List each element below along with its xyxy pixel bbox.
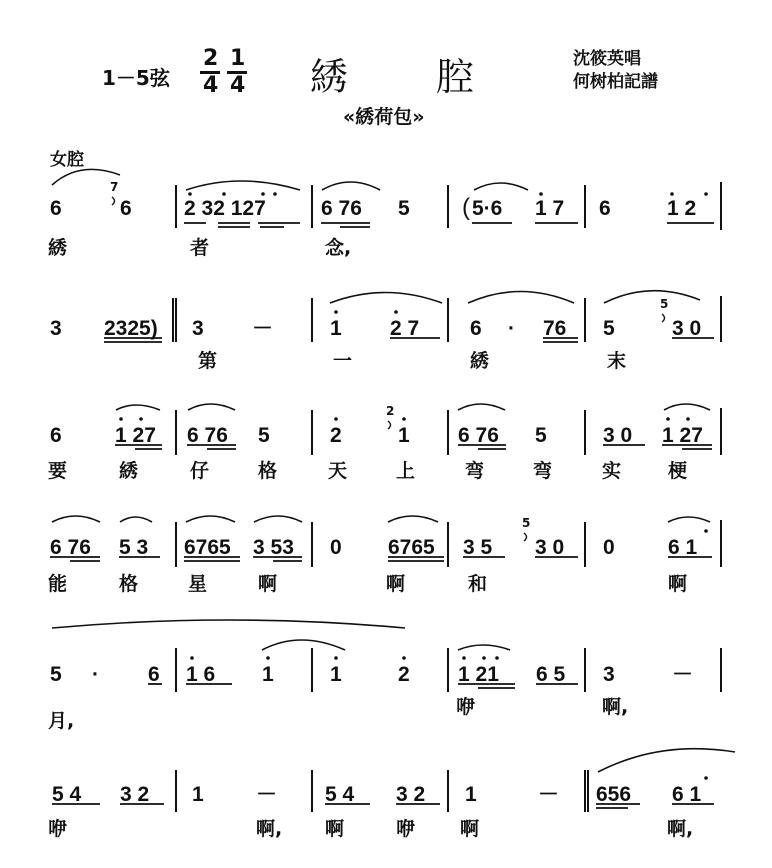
lyric: 弯	[533, 460, 553, 482]
lyric: 天	[328, 460, 348, 482]
note-group: 6 76	[458, 424, 499, 447]
note: 2	[398, 663, 410, 686]
lyric: 念,	[325, 237, 352, 259]
note: 1	[192, 783, 204, 806]
grace-note: 5	[522, 516, 531, 530]
note-group: 2 32 127	[184, 197, 266, 220]
lyric: 要	[48, 460, 68, 482]
meter-numerator-1: 2	[203, 46, 219, 71]
lyric: 綉	[119, 460, 139, 482]
grace-note: 5	[660, 297, 669, 311]
lyric: 格	[258, 460, 278, 482]
meter-numerator-2: 1	[230, 46, 246, 71]
singer-credit: 沈筱英唱	[573, 49, 641, 69]
note-group: 1 7	[535, 197, 565, 220]
note-group: 6 76	[321, 197, 362, 220]
page-title: 綉 腔	[310, 55, 479, 99]
note-group: 3 0	[603, 424, 633, 447]
note: 1	[330, 663, 342, 686]
slurs	[52, 169, 735, 772]
note-group: 5 4	[52, 783, 82, 806]
grace-note: 2	[386, 404, 395, 418]
lyric: 啊	[668, 573, 688, 595]
dash: －	[252, 317, 273, 340]
note-group: 6 1	[668, 536, 698, 559]
note-group: 6 5	[536, 663, 566, 686]
note-group: 2 7	[390, 317, 420, 340]
note-group: 1 21	[458, 663, 499, 686]
grace-note: 7	[110, 180, 119, 194]
lyric: 啊,	[602, 696, 629, 718]
lyric: 一	[333, 350, 353, 372]
note-group: 5·6	[472, 197, 503, 220]
note: 0	[330, 536, 342, 559]
note-group: 1 27	[115, 424, 156, 447]
lyric: 者	[190, 237, 210, 259]
underlines	[50, 223, 714, 808]
meter-denominator-1: 4	[203, 73, 219, 98]
lyric: 末	[607, 350, 627, 372]
note-group: 1 2	[667, 197, 697, 220]
dash: －	[538, 783, 559, 806]
note-group: 6 1	[672, 783, 702, 806]
lyric: 和	[468, 573, 488, 595]
note: 1	[262, 663, 274, 686]
lyric: 第	[198, 350, 218, 372]
note: 5	[535, 424, 547, 447]
note-group: 3 0	[535, 536, 565, 559]
note-group: 656	[596, 783, 632, 806]
note-group: 6765	[184, 536, 231, 559]
note: 5	[398, 197, 410, 220]
lyric: 弯	[465, 460, 485, 482]
lyric: 实	[602, 460, 622, 482]
lyric: 咿	[456, 696, 476, 718]
lyric: 綉	[48, 237, 68, 259]
note-group: 1 27	[662, 424, 703, 447]
note: 3	[192, 317, 204, 340]
note: 6	[120, 197, 132, 220]
lyric: 啊	[460, 818, 480, 840]
note: 2	[330, 424, 342, 447]
lyric: 啊	[386, 573, 406, 595]
note: 5	[603, 317, 615, 340]
lyric: 咿	[396, 818, 416, 840]
barlines	[173, 182, 721, 812]
octave-dots	[119, 192, 708, 780]
note: 5	[258, 424, 270, 447]
note: 1	[398, 424, 410, 447]
lyric: 上	[396, 460, 416, 482]
note: 6	[599, 197, 611, 220]
lyric: 格	[119, 573, 139, 595]
lyric: 仔	[190, 460, 210, 482]
note: 3	[50, 317, 62, 340]
note: 6	[148, 663, 160, 686]
lyric: 啊	[325, 818, 345, 840]
note-group: 3 5	[463, 536, 493, 559]
lyric: 啊	[258, 573, 278, 595]
tuning-label: 1－5弦	[102, 66, 170, 90]
lyric: 星	[188, 573, 208, 595]
dot: ·	[92, 663, 99, 686]
lyric: 能	[48, 573, 68, 595]
dash: －	[672, 663, 693, 686]
note-group: 3 2	[396, 783, 426, 806]
lyric: 月,	[48, 710, 75, 732]
note: 0	[603, 536, 615, 559]
grace-strokes	[112, 194, 665, 541]
note: 6	[50, 424, 62, 447]
note: 3	[603, 663, 615, 686]
note: 5	[50, 663, 62, 686]
note: 6	[50, 197, 62, 220]
note: 1	[465, 783, 477, 806]
repeat-paren-open: (	[462, 194, 470, 221]
voice-label: 女腔	[50, 150, 84, 170]
lyric: 啊,	[667, 818, 694, 840]
note-group: 5 4	[325, 783, 355, 806]
lyric: 啊,	[256, 818, 283, 840]
lyric: 梗	[668, 460, 688, 482]
note-group: 2325)	[104, 317, 158, 340]
note: 6	[470, 317, 482, 340]
note-group: 3 2	[120, 783, 150, 806]
note-group: 6765	[388, 536, 435, 559]
note-group: 6 76	[187, 424, 228, 447]
note-group: 3 53	[253, 536, 294, 559]
note-group: 1 6	[186, 663, 216, 686]
subtitle: «綉荷包»	[343, 106, 425, 128]
note-group: 5 3	[119, 536, 149, 559]
note-group: 3 0	[672, 317, 702, 340]
note-group: 76	[543, 317, 567, 340]
lyric: 綉	[470, 350, 490, 372]
dash: －	[256, 783, 277, 806]
lyric: 咿	[48, 818, 68, 840]
note-group: 6 76	[50, 536, 91, 559]
notator-credit: 何树柏記譜	[573, 72, 658, 92]
dot: ·	[508, 317, 515, 340]
meter-denominator-2: 4	[230, 73, 246, 98]
note: 1	[330, 317, 342, 340]
